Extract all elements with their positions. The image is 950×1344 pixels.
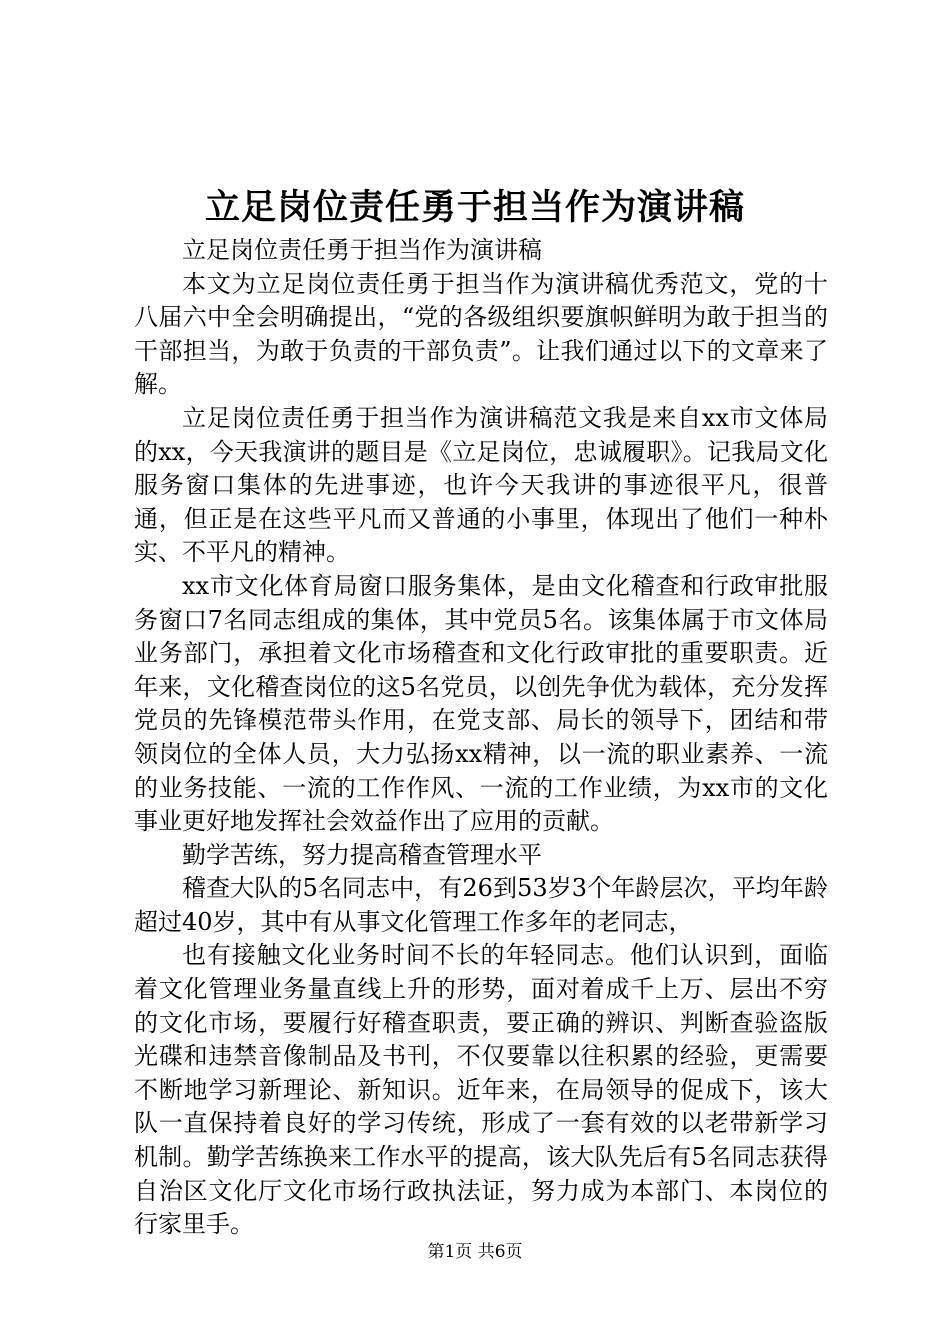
section-heading: 勤学苦练，努力提高稽查管理水平 <box>182 840 542 869</box>
paragraph: 稽查大队的5名同志中，有26到53岁3个年龄层次，平均年龄超过40岁，其中有从事文化管理工作多年的老同志， <box>134 874 828 936</box>
paragraph: xx市文化体育局窗口服务集体，是由文化稽查和行政审批服务窗口7名同志组成的集体，其中党员5名。该集体属于市文体局业务部门，承担着文化市场稽查和文化行政审批的重要职责。近年来，文化稽查岗位的这5名党员，以创先争优为载体，充分发挥党员的先锋模范带头作用，在党支部、局长的领导下，团结和带领岗位的全体人员，大力弘扬xx精神，以一流的职业素养、一流的业务技能、一流的工作作风、一流的工作业绩，为xx市的文化事业更好地发挥社会效益作出了应用的贡献。 <box>134 571 828 836</box>
document-body <box>134 234 828 1242</box>
page-indicator: 第1页 共6页 <box>427 1242 523 1262</box>
document-title: 立足岗位责任勇于担当作为演讲稿 <box>204 187 745 228</box>
paragraph: 立足岗位责任勇于担当作为演讲稿 <box>182 236 542 264</box>
paragraph: 也有接触文化业务时间不长的年轻同志。他们认识到，面临着文化管理业务量直线上升的形势，面对着成千上万、层出不穷的文化市场，要履行好稽查职责，要正确的辨识、判断查验盗版光碟和违禁音像制品及书刊，不仅要靠以往积累的经验，更需要不断地学习新理论、新知识。近年来，在局领导的促成下，该大队一直保持着良好的学习传统，形成了一套有效的以老带新学习机制。勤学苦练换来工作水平的提高，该大队先后有5名同志获得自治区文化厅文化市场行政执法证，努力成为本部门、本岗位的行家里手。 <box>134 941 828 1239</box>
paragraph: 立足岗位责任勇于担当作为演讲稿范文我是来自xx市文体局的xx，今天我演讲的题目是《立足岗位，忠诚履职》。记我局文化服务窗口集体的先进事迹，也许今天我讲的事迹很平凡，很普通，但正是在这些平凡而又普通的小事里，体现出了他们一种朴实、不平凡的精神。 <box>134 403 828 567</box>
page-footer <box>0 1240 950 1264</box>
paragraph: 本文为立足岗位责任勇于担当作为演讲稿优秀范文，党的十八届六中全会明确提出，“党的各级组织要旗帜鲜明为敢于担当的干部担当，为敢于负责的干部负责”。让我们通过以下的文章来了解。 <box>134 269 828 399</box>
